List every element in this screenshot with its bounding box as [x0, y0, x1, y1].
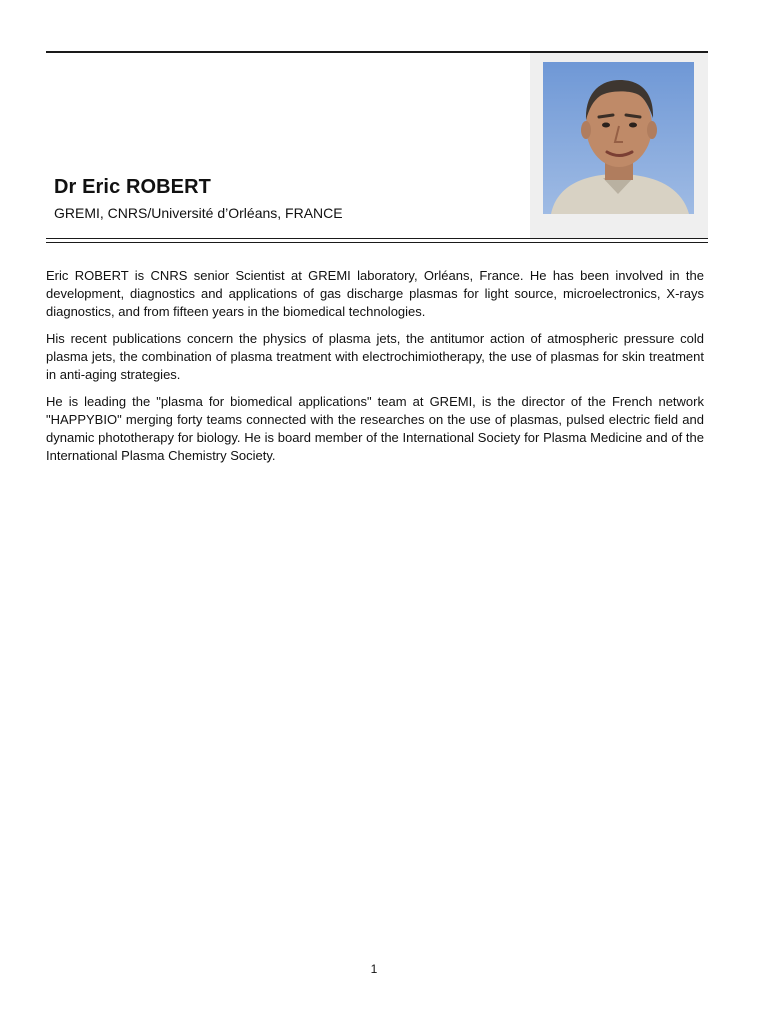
portrait-image — [543, 62, 694, 214]
portrait-photo — [543, 62, 694, 214]
page-title: Dr Eric ROBERT — [54, 176, 211, 198]
portrait-panel — [530, 53, 708, 239]
bio-paragraph: Eric ROBERT is CNRS senior Scientist at GREMI laboratory, Orléans, France. He has been involved in the development, diagnostics and applications of gas discharge plasmas for light source, microelectronics, X-rays diagnostics, and from fifteen years in the biomedical technologies. — [46, 268, 704, 319]
page-number: 1 — [370, 962, 378, 976]
bio-paragraph: He is leading the "plasma for biomedical applications" team at GREMI, is the director of the French network "HAPPYBIO" merging forty teams connected with the researches on the use of plasmas, pulsed electric field and dynamic phototherapy for biology. He is board member of the International Society for Plasma Medicine and of the International Plasma Chemistry Society. — [46, 394, 704, 463]
bio-paragraph: His recent publications concern the physics of plasma jets, the antitumor action of atmospheric pressure cold plasma jets, the combination of plasma treatment with electrochimiotherapy, the use of plasmas for skin treatment in anti-aging strategies. — [46, 331, 704, 382]
header-double-rule — [46, 238, 708, 243]
biography — [46, 267, 704, 474]
affiliation: GREMI, CNRS/Université d’Orléans, FRANCE — [54, 205, 343, 221]
